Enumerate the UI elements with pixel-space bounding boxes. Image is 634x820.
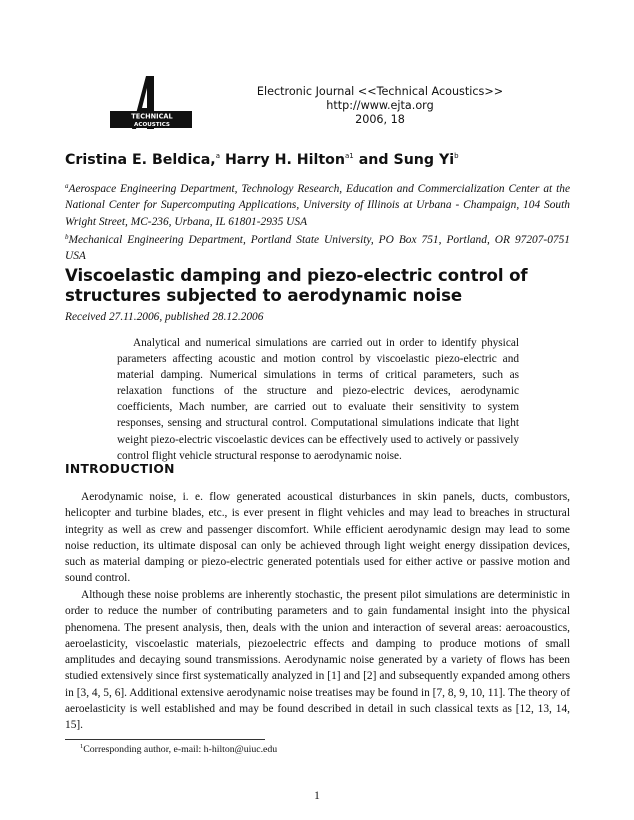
- affiliation-text: Mechanical Engineering Department, Portland State University, PO Box 751, Portland, OR 97207-0751 USA: [65, 234, 570, 263]
- received-date: Received 27.11.2006, published 28.12.2006: [65, 311, 264, 323]
- footnote: [80, 743, 277, 755]
- paper-title: Viscoelastic damping and piezo-electric control of structures subjected to aerodynamic noise: [65, 266, 528, 305]
- journal-issue: 2006, 18: [355, 113, 405, 126]
- logo-letter: A: [110, 74, 111, 75]
- abstract: Analytical and numerical simulations are carried out in order to identify physical parameters affecting acoustic and motion control by viscoelastic piezo-electric and material damping. Numerical simulations in terms of critical parameters, such as relaxation functions of the structure and piezo-electric devices, aerodynamic coefficients, Mach number, are carried out to evaluate their sensitivity to system responses, sensing and structural control. Computational simulations indicate that light weight piezo-electric viscoelastic devices can be effectively used to actively or passively control flight vehicle structural response to aerodynamic noise.: [117, 337, 519, 462]
- affiliation-a: [65, 178, 570, 230]
- footnote-rule: [65, 739, 265, 740]
- body-paragraph: Aerodynamic noise, i. e. flow generated acoustical disturbances in skin panels, ducts, combustors, helicopter and turbine blades, etc., is ever present in flight vehicles and may lead to breaches in structural integrity as well as crew and passenger discomfort. While efficient aerodynamic design may lead to some noise reduction, its ultimate disposal can only be achieved through light weight energy dissipation devices, such as material damping or piezo-electric generated potentials used for either active or passive motion and sound control.: [65, 491, 570, 585]
- author-mark: b: [454, 152, 459, 160]
- section-heading: INTRODUCTION: [65, 462, 175, 476]
- logo-line1: TECHNICAL: [131, 112, 173, 121]
- journal-header: [230, 85, 530, 127]
- journal-url[interactable]: http://www.ejta.org: [326, 99, 434, 112]
- footnote-mark: 1: [80, 743, 84, 750]
- author-mark: a1: [345, 152, 354, 160]
- page-number: 1: [314, 790, 320, 802]
- author-list: [65, 152, 459, 168]
- author-name: Harry H. Hilton: [224, 152, 345, 168]
- affiliation-mark: b: [65, 233, 69, 241]
- author-name: and Sung Yi: [358, 152, 455, 168]
- affiliation-mark: a: [65, 182, 69, 190]
- logo-line2: ACOUSTICS: [134, 122, 170, 128]
- affiliation-b: [65, 229, 570, 265]
- author-name: Cristina E. Beldica,: [65, 152, 216, 168]
- journal-logo: [110, 74, 192, 132]
- affiliation-text: Aerospace Engineering Department, Technology Research, Education and Commercialization Center at the National Center for Supercomputing Applications, University of Illinois at Urbana - Champaign, 104 South Wright Street, MC-236, Urbana, IL 61801-2935 USA: [65, 183, 570, 228]
- footnote-text: Corresponding author, e-mail: h-hilton@uiuc.edu: [83, 744, 278, 755]
- journal-name: Electronic Journal <<Technical Acoustics>>: [256, 85, 504, 98]
- body-paragraph: Although these noise problems are inherently stochastic, the present pilot simulations are deterministic in order to reduce the number of contributing parameters and to gain fundamental insight into the physical phenomena. The present analysis, then, deals with the union and interaction of several areas: aeroacoustics, aeroelasticity, viscoelastic materials, piezoelectric effects and damping to produce motions of small amplitudes and decaying sound transmissions. Aerodynamic noise generated by a variety of flows has been studied extensively since first systematically analyzed in [1] and [2] and subsequently expanded among others in [3, 4, 5, 6]. Additional extensive aerodynamic noise treatises may be found in [7, 8, 9, 10, 11]. The theory of aeroelasticity is well established and may be found described in detail in such classical texts as [12, 13, 14, 15].: [65, 589, 570, 732]
- author-mark: a: [215, 152, 220, 160]
